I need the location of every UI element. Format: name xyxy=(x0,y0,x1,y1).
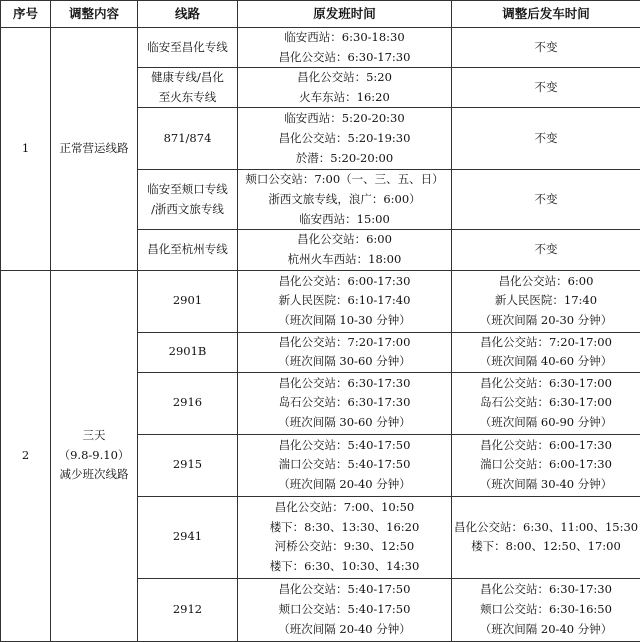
adjusted-time-cell xyxy=(452,496,640,578)
route-cell xyxy=(138,372,238,434)
route-cell xyxy=(138,68,238,108)
original-time-line: 颊口公交站：5:40-17:50 xyxy=(240,600,449,620)
original-time-line: （班次间隔 10-30 分钟） xyxy=(240,311,449,331)
adjusted-time-cell xyxy=(452,578,640,641)
original-time-line: 昌化公交站：6:30-17:30 xyxy=(240,48,449,68)
original-time-line: 河桥公交站：9:30、12:50 xyxy=(240,537,449,557)
adjusted-time-cell xyxy=(452,170,640,230)
original-time-line: （班次间隔 20-40 分钟） xyxy=(240,475,449,495)
route-name-line: 2901 xyxy=(140,291,235,311)
adjusted-time-line: （班次间隔 20-40 分钟） xyxy=(454,620,638,640)
original-time-line: 昌化公交站：5:20-19:30 xyxy=(240,129,449,149)
original-time-line: 临安西站：15:00 xyxy=(240,210,449,230)
adjusted-time-line: 不变 xyxy=(454,78,638,98)
adjusted-time-line: （班次间隔 30-40 分钟） xyxy=(454,475,638,495)
original-time-cell xyxy=(238,28,452,68)
adjusted-time-line: 新人民医院：17:40 xyxy=(454,291,638,311)
adjusted-time-line: 颊口公交站：6:30-16:50 xyxy=(454,600,638,620)
original-time-line: 杭州火车西站：18:00 xyxy=(240,250,449,270)
route-name-line: 2916 xyxy=(140,393,235,413)
adjusted-time-line: 昌化公交站：6:30-17:30 xyxy=(454,580,638,600)
adjusted-time-line: （班次间隔 20-30 分钟） xyxy=(454,311,638,331)
route-cell xyxy=(138,578,238,641)
adjusted-time-cell xyxy=(452,68,640,108)
adjusted-time-line: 岛石公交站：6:30-17:00 xyxy=(454,393,638,413)
adjusted-time-cell xyxy=(452,434,640,496)
adjustment-content-line: 正常营运线路 xyxy=(53,139,135,159)
route-cell xyxy=(138,332,238,372)
route-name-line: /浙西文旅专线 xyxy=(140,200,235,220)
adjusted-time-cell xyxy=(452,372,640,434)
adjusted-time-cell xyxy=(452,108,640,170)
original-time-line: 浙西文旅专线，浪广：6:00） xyxy=(240,190,449,210)
schedule-row xyxy=(1,28,640,68)
adjustment-content-line: 减少班次线路 xyxy=(53,465,135,485)
adjusted-time-line: 不变 xyxy=(454,129,638,149)
schedule-row xyxy=(1,270,640,332)
route-cell xyxy=(138,434,238,496)
header-content: 调整内容 xyxy=(51,1,138,28)
adjustment-content-cell xyxy=(51,28,138,271)
adjusted-time-line: 昌化公交站：6:30-17:00 xyxy=(454,374,638,394)
original-time-cell xyxy=(238,108,452,170)
original-time-cell xyxy=(238,434,452,496)
route-name-line: 2915 xyxy=(140,455,235,475)
adjusted-time-line: 昌化公交站：6:00 xyxy=(454,272,638,292)
original-time-line: 新人民医院：6:10-17:40 xyxy=(240,291,449,311)
original-time-line: 昌化公交站：6:00-17:30 xyxy=(240,272,449,292)
route-name-line: 2941 xyxy=(140,527,235,547)
original-time-line: 昌化公交站：6:00 xyxy=(240,230,449,250)
route-cell xyxy=(138,230,238,270)
original-time-line: 昌化公交站：6:30-17:30 xyxy=(240,374,449,394)
original-time-line: 楼下：8:30、13:30、16:20 xyxy=(240,518,449,538)
group-number-cell: 2 xyxy=(1,270,51,641)
schedule-body xyxy=(1,28,640,642)
original-time-line: 昌化公交站：5:40-17:50 xyxy=(240,436,449,456)
adjusted-time-cell xyxy=(452,230,640,270)
route-name-line: 临安至颊口专线 xyxy=(140,180,235,200)
original-time-line: （班次间隔 20-40 分钟） xyxy=(240,620,449,640)
original-time-line: 昌化公交站：7:00、10:50 xyxy=(240,498,449,518)
adjusted-time-line: 楼下：8:00、12:50、17:00 xyxy=(454,537,638,557)
original-time-cell xyxy=(238,496,452,578)
original-time-line: （班次间隔 30-60 分钟） xyxy=(240,413,449,433)
adjusted-time-cell xyxy=(452,270,640,332)
header-row xyxy=(1,1,640,28)
route-cell xyxy=(138,28,238,68)
adjustment-content-line: （9.8-9.10） xyxy=(53,446,135,466)
route-cell xyxy=(138,108,238,170)
route-name-line: 至火东专线 xyxy=(140,88,235,108)
original-time-cell xyxy=(238,372,452,434)
original-time-cell xyxy=(238,270,452,332)
route-cell xyxy=(138,270,238,332)
route-name-line: 871/874 xyxy=(140,129,235,149)
route-name-line: 昌化至杭州专线 xyxy=(140,240,235,260)
original-time-line: 临安西站：6:30-18:30 xyxy=(240,28,449,48)
original-time-line: 昌化公交站：5:20 xyxy=(240,68,449,88)
original-time-cell xyxy=(238,68,452,108)
adjusted-time-cell xyxy=(452,28,640,68)
header-no: 序号 xyxy=(1,1,51,28)
original-time-line: 岛石公交站：6:30-17:30 xyxy=(240,393,449,413)
adjusted-time-line: 昌化公交站：7:20-17:00 xyxy=(454,333,638,353)
adjusted-time-line: 湍口公交站：6:00-17:30 xyxy=(454,455,638,475)
adjusted-time-line: 昌化公交站：6:30、11:00、15:30 xyxy=(454,518,638,538)
original-time-cell xyxy=(238,332,452,372)
adjustment-content-cell xyxy=(51,270,138,641)
original-time-line: 湍口公交站：5:40-17:50 xyxy=(240,455,449,475)
adjusted-time-line: （班次间隔 60-90 分钟） xyxy=(454,413,638,433)
original-time-line: 颊口公交站：7:00（一、三、五、日） xyxy=(240,170,449,190)
original-time-line: 昌化公交站：7:20-17:00 xyxy=(240,333,449,353)
original-time-line: 於潜：5:20-20:00 xyxy=(240,149,449,169)
route-cell xyxy=(138,496,238,578)
adjusted-time-line: 不变 xyxy=(454,38,638,58)
original-time-line: （班次间隔 30-60 分钟） xyxy=(240,352,449,372)
route-name-line: 临安至昌化专线 xyxy=(140,38,235,58)
header-route: 线路 xyxy=(138,1,238,28)
adjusted-time-line: （班次间隔 40-60 分钟） xyxy=(454,352,638,372)
original-time-line: 临安西站：5:20-20:30 xyxy=(240,109,449,129)
route-name-line: 2901B xyxy=(140,342,235,362)
adjusted-time-line: 不变 xyxy=(454,240,638,260)
adjusted-time-cell xyxy=(452,332,640,372)
original-time-line: 火车东站：16:20 xyxy=(240,88,449,108)
route-name-line: 健康专线/昌化 xyxy=(140,68,235,88)
adjustment-content-line: 三天 xyxy=(53,426,135,446)
adjusted-time-line: 不变 xyxy=(454,190,638,210)
original-time-cell xyxy=(238,230,452,270)
original-time-cell xyxy=(238,170,452,230)
header-adjusted-time: 调整后发车时间 xyxy=(452,1,640,28)
route-name-line: 2912 xyxy=(140,600,235,620)
original-time-cell xyxy=(238,578,452,641)
original-time-line: 昌化公交站：5:40-17:50 xyxy=(240,580,449,600)
original-time-line: 楼下：6:30、10:30、14:30 xyxy=(240,557,449,577)
group-number-cell: 1 xyxy=(1,28,51,271)
adjusted-time-line: 昌化公交站：6:00-17:30 xyxy=(454,436,638,456)
header-original-time: 原发班时间 xyxy=(238,1,452,28)
route-cell xyxy=(138,170,238,230)
